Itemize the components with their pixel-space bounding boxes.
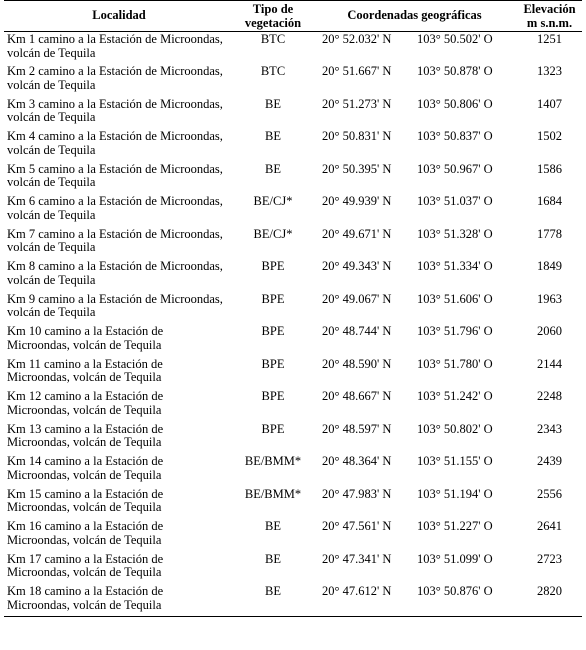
header-localidad-text: Localidad <box>92 8 146 22</box>
longitude: 103° 51.328' O <box>417 226 493 241</box>
cell-vegetacion: BPE <box>261 324 285 338</box>
localidad-line1: Km 9 camino a la Estación de Microondas, <box>7 291 223 306</box>
latitude: 20° 49.067' N <box>322 291 392 306</box>
localidad-line1: Km 6 camino a la Estación de Microondas, <box>7 194 223 208</box>
localidad-line1: Km 4 camino a la Estación de Microondas, <box>7 129 223 143</box>
cell-localidad <box>4 97 234 130</box>
longitude: 103° 51.606' O <box>417 291 493 306</box>
localidad-line1: Km 1 camino a la Estación de Microondas, <box>7 32 223 46</box>
header-row <box>4 1 582 32</box>
latitude: 20° 49.939' N <box>322 194 392 208</box>
localidad-line1: Km 3 camino a la Estación de Microondas, <box>7 96 223 111</box>
cell-coordenadas <box>312 227 517 260</box>
header-coordenadas <box>312 1 517 32</box>
cell-coordenadas <box>312 519 517 552</box>
cell-localidad <box>4 357 234 390</box>
longitude: 103° 51.242' O <box>417 389 493 403</box>
cell-coordenadas <box>312 389 517 422</box>
longitude: 103° 51.037' O <box>417 194 493 208</box>
cell-elevacion: 2439 <box>537 454 562 468</box>
table-row <box>4 552 582 585</box>
table-row <box>4 32 582 65</box>
localidad-line2: volcán de Tequila <box>7 142 96 157</box>
localidad-line1: Km 11 camino a la Estación de <box>7 356 163 371</box>
latitude: 20° 47.341' N <box>322 551 392 566</box>
localidad-line2: Microondas, volcán de Tequila <box>7 532 162 547</box>
cell-vegetacion: BE/CJ* <box>253 194 293 208</box>
cell-coordenadas <box>312 422 517 455</box>
localidad-line1: Km 14 camino a la Estación de <box>7 454 164 468</box>
header-elevacion <box>517 1 582 32</box>
localidad-line1: Km 7 camino a la Estación de Microondas, <box>7 226 223 241</box>
localidad-line1: Km 13 camino a la Estación de <box>7 421 164 436</box>
localidad-line1: Km 5 camino a la Estación de Microondas, <box>7 161 223 176</box>
cell-localidad <box>4 162 234 195</box>
cell-coordenadas <box>312 584 517 617</box>
cell-coordenadas <box>312 64 517 97</box>
cell-coordenadas <box>312 32 517 65</box>
localidad-line2: Microondas, volcán de Tequila <box>7 337 162 352</box>
longitude: 103° 50.878' O <box>417 64 493 78</box>
cell-vegetacion: BE <box>265 96 281 111</box>
cell-localidad <box>4 454 234 487</box>
localidad-line2: Microondas, volcán de Tequila <box>7 565 162 579</box>
cell-localidad <box>4 324 234 357</box>
localidad-line1: Km 18 camino a la Estación de <box>7 584 164 598</box>
cell-coordenadas <box>312 259 517 292</box>
table-row <box>4 162 582 195</box>
header-vegetacion-line1: Tipo de <box>252 2 294 16</box>
cell-elevacion: 1963 <box>537 291 562 306</box>
table-row <box>4 422 582 455</box>
localidad-line2: Microondas, volcán de Tequila <box>7 467 162 482</box>
cell-elevacion: 1323 <box>537 64 562 78</box>
cell-vegetacion: BTC <box>260 64 286 78</box>
table-row <box>4 357 582 390</box>
cell-elevacion: 2144 <box>537 356 562 371</box>
localidad-line2: volcán de Tequila <box>7 207 96 222</box>
latitude: 20° 47.983' N <box>322 486 392 501</box>
localidad-line2: Microondas, volcán de Tequila <box>7 370 162 384</box>
cell-localidad <box>4 389 234 422</box>
latitude: 20° 48.590' N <box>322 356 392 371</box>
table-row <box>4 97 582 130</box>
latitude: 20° 50.395' N <box>322 161 392 176</box>
localidad-line2: Microondas, volcán de Tequila <box>7 500 162 514</box>
cell-vegetacion: BPE <box>261 259 285 273</box>
longitude: 103° 51.099' O <box>417 551 493 566</box>
localidad-line1: Km 12 camino a la Estación de <box>7 389 164 403</box>
cell-coordenadas <box>312 552 517 585</box>
localidad-line2: volcán de Tequila <box>7 305 96 319</box>
cell-vegetacion: BTC <box>260 32 286 46</box>
localidad-line1: Km 8 camino a la Estación de Microondas, <box>7 259 223 273</box>
cell-elevacion: 1778 <box>537 226 562 241</box>
cell-elevacion: 2641 <box>537 519 562 533</box>
table-row <box>4 194 582 227</box>
table-row <box>4 324 582 357</box>
cell-coordenadas <box>312 357 517 390</box>
cell-elevacion: 2556 <box>537 486 562 501</box>
latitude: 20° 52.032' N <box>322 32 392 46</box>
cell-coordenadas <box>312 454 517 487</box>
cell-vegetacion: BE <box>234 584 312 617</box>
localities-table <box>4 0 582 617</box>
longitude: 103° 51.780' O <box>417 356 493 371</box>
longitude: 103° 50.837' O <box>417 129 493 143</box>
cell-coordenadas <box>312 129 517 162</box>
longitude: 103° 50.802' O <box>417 421 493 436</box>
cell-elevacion: 1502 <box>537 129 562 143</box>
longitude: 103° 51.334' O <box>417 259 493 273</box>
latitude: 20° 49.671' N <box>322 226 392 241</box>
localidad-line2: volcán de Tequila <box>7 110 96 124</box>
latitude: 20° 49.343' N <box>322 259 392 273</box>
cell-localidad <box>4 422 234 455</box>
localidad-line2: Microondas, volcán de Tequila <box>7 597 162 612</box>
latitude: 20° 47.612' N <box>322 584 392 598</box>
cell-elevacion: 2060 <box>537 324 562 338</box>
table-row <box>4 519 582 552</box>
cell-vegetacion: BPE <box>261 421 285 436</box>
latitude: 20° 48.667' N <box>322 389 392 403</box>
localidad-line2: Microondas, volcán de Tequila <box>7 402 162 417</box>
table-row <box>4 64 582 97</box>
cell-coordenadas <box>312 487 517 520</box>
cell-elevacion: 1849 <box>537 259 562 273</box>
localidad-line1: Km 10 camino a la Estación de <box>7 324 164 338</box>
cell-coordenadas <box>312 292 517 325</box>
cell-vegetacion: BE/BMM* <box>244 454 302 468</box>
longitude: 103° 51.227' O <box>417 519 493 533</box>
localidad-line2: Microondas, volcán de Tequila <box>7 435 162 449</box>
localidad-line1: Km 2 camino a la Estación de Microondas, <box>7 64 223 78</box>
latitude: 20° 48.744' N <box>322 324 392 338</box>
table-row <box>4 389 582 422</box>
cell-vegetacion: BE <box>265 161 281 176</box>
cell-elevacion: 2343 <box>537 421 562 436</box>
cell-localidad <box>4 292 234 325</box>
cell-vegetacion: BE <box>265 551 281 566</box>
cell-elevacion: 1407 <box>537 96 562 111</box>
cell-vegetacion: BE <box>265 519 281 533</box>
table-body <box>4 32 582 617</box>
localidad-line2: volcán de Tequila <box>7 272 96 287</box>
longitude: 103° 50.967' O <box>417 161 493 176</box>
cell-elevacion: 2248 <box>537 389 562 403</box>
localities-table-container <box>4 0 582 617</box>
header-elevacion-line2: m s.n.m. <box>526 15 573 30</box>
header-coordenadas-text: Coordenadas geográficas <box>347 8 482 22</box>
cell-vegetacion: BPE <box>261 389 285 403</box>
cell-localidad <box>4 32 234 65</box>
localidad-line2: volcán de Tequila <box>7 45 96 60</box>
header-localidad <box>4 1 234 32</box>
cell-localidad <box>4 519 234 552</box>
cell-localidad <box>4 129 234 162</box>
longitude: 103° 51.796' O <box>417 324 493 338</box>
localidad-line2: volcán de Tequila <box>7 175 96 189</box>
table-row <box>4 487 582 520</box>
header-vegetacion <box>234 1 312 32</box>
longitude: 103° 50.806' O <box>417 96 493 111</box>
longitude: 103° 50.502' O <box>417 32 493 46</box>
table-header <box>4 1 582 32</box>
latitude: 20° 51.273' N <box>322 96 392 111</box>
longitude: 103° 51.194' O <box>417 486 493 501</box>
cell-localidad <box>4 584 234 617</box>
localidad-line1: Km 17 camino a la Estación de <box>7 551 164 566</box>
table-row <box>4 292 582 325</box>
cell-localidad <box>4 552 234 585</box>
cell-coordenadas <box>312 162 517 195</box>
cell-vegetacion: BE/CJ* <box>253 226 293 241</box>
latitude: 20° 48.364' N <box>322 454 392 468</box>
cell-elevacion: 1586 <box>537 161 562 176</box>
table-row <box>4 584 582 617</box>
cell-localidad <box>4 227 234 260</box>
header-elevacion-line1: Elevación <box>523 2 576 16</box>
table-row <box>4 259 582 292</box>
cell-elevacion: 1684 <box>537 194 562 208</box>
localidad-line1: Km 15 camino a la Estación de <box>7 486 164 501</box>
localidad-line2: volcán de Tequila <box>7 240 96 254</box>
cell-localidad <box>4 487 234 520</box>
table-row <box>4 454 582 487</box>
cell-elevacion: 2723 <box>537 551 562 566</box>
cell-coordenadas <box>312 194 517 227</box>
cell-coordenadas <box>312 97 517 130</box>
cell-vegetacion: BPE <box>261 291 285 306</box>
localidad-line2: volcán de Tequila <box>7 77 96 92</box>
cell-coordenadas <box>312 324 517 357</box>
cell-elevacion: 1251 <box>537 32 562 46</box>
longitude: 103° 50.876' O <box>417 584 493 598</box>
latitude: 20° 48.597' N <box>322 421 392 436</box>
longitude: 103° 51.155' O <box>417 454 493 468</box>
cell-vegetacion: BE <box>265 129 281 143</box>
cell-localidad <box>4 259 234 292</box>
latitude: 20° 47.561' N <box>322 519 392 533</box>
cell-vegetacion: BPE <box>261 356 285 371</box>
table-row <box>4 129 582 162</box>
localidad-line1: Km 16 camino a la Estación de <box>7 519 164 533</box>
cell-elevacion: 2820 <box>517 584 582 617</box>
cell-vegetacion: BE/BMM* <box>244 486 302 501</box>
header-vegetacion-line2: vegetación <box>244 15 302 30</box>
cell-localidad <box>4 64 234 97</box>
cell-localidad <box>4 194 234 227</box>
table-row <box>4 227 582 260</box>
latitude: 20° 51.667' N <box>322 64 392 78</box>
latitude: 20° 50.831' N <box>322 129 392 143</box>
